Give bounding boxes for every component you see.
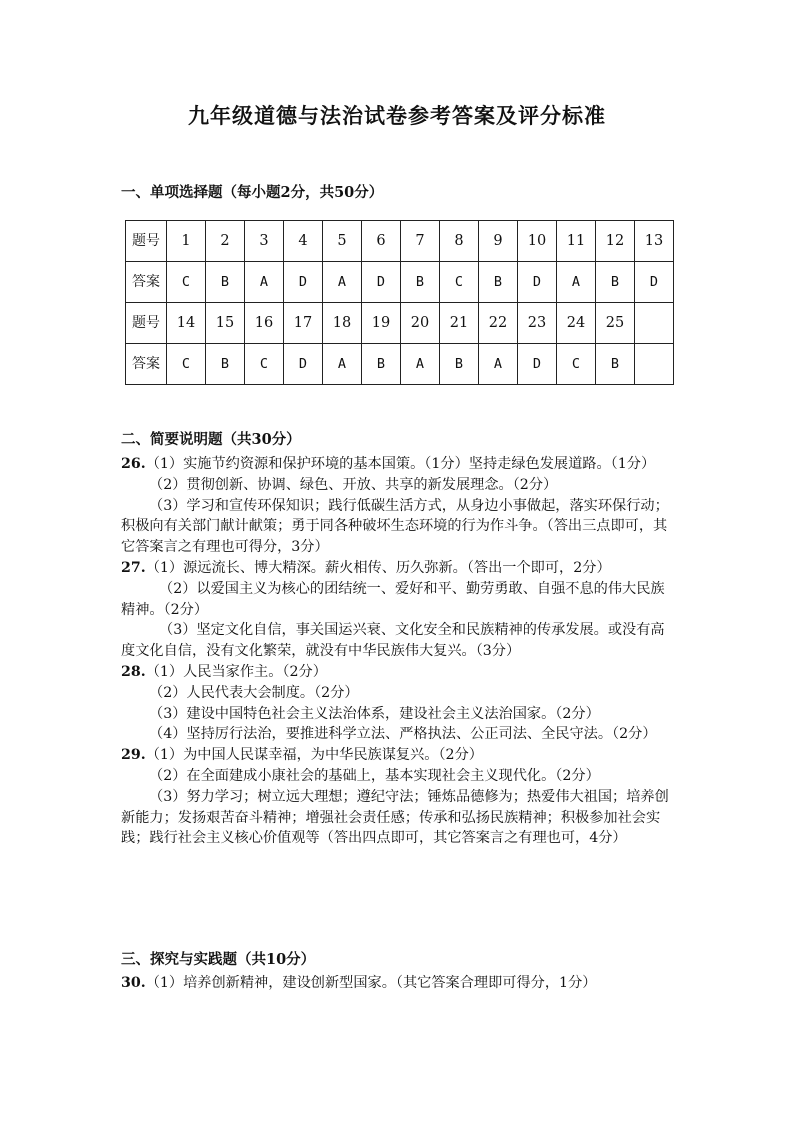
answer-cell: B: [362, 344, 401, 385]
question-26-answer-2: （2）贯彻创新、协调、绿色、开放、共享的新发展理念。（2分）: [149, 476, 558, 493]
question-30-answer-1: [121, 973, 677, 994]
answer-cell: D: [635, 262, 674, 303]
question-number: 18: [323, 303, 362, 344]
answer-cell: C: [557, 344, 596, 385]
question-number: 19: [362, 303, 401, 344]
question-number: 17: [284, 303, 323, 344]
question-28-answer-3: （3）建设中国特色社会主义法治体系，建设社会主义法治国家。（2分）: [149, 705, 600, 722]
table-row-questions-2: [126, 303, 674, 344]
answer-cell: B: [596, 344, 635, 385]
question-number: 13: [635, 221, 674, 262]
question-number: 27.: [121, 559, 146, 576]
question-number: 26.: [121, 456, 146, 472]
answer-cell: B: [401, 262, 440, 303]
answer-cell: A: [401, 344, 440, 385]
answer-text: （1）培养创新精神，建设创新型国家。（其它答案合理即可得分，1分）: [145, 975, 597, 991]
question-number: 30.: [121, 975, 146, 991]
row-label-answer: 答案: [126, 344, 167, 385]
answer-text: （1）源远流长、博大精深。薪火相传、历久弥新。（答出一个即可，2分）: [145, 559, 611, 576]
answer-text: （1）实施节约资源和保护环境的基本国策。（1分）坚持走绿色发展道路。（1分）: [145, 456, 656, 472]
page-title: 九年级道德与法治试卷参考答案及评分标准: [188, 103, 606, 128]
question-28-answer-4: （4）坚持厉行法治，要推进科学立法、严格执法、公正司法、全民守法。（2分）: [149, 726, 657, 743]
answer-cell: D: [362, 262, 401, 303]
answer-cell: A: [323, 344, 362, 385]
answer-cell: C: [245, 344, 284, 385]
question-number: 25: [596, 303, 635, 344]
question-27-answer-1: [121, 558, 677, 579]
answer-cell: B: [596, 262, 635, 303]
answer-text: （1）人民当家作主。（2分）: [145, 663, 327, 680]
question-number: 24: [557, 303, 596, 344]
question-number: 7: [401, 221, 440, 262]
question-number: 20: [401, 303, 440, 344]
table-row-answers-1: [126, 262, 674, 303]
question-number: 11: [557, 221, 596, 262]
question-29-answer-1: [121, 745, 677, 766]
answer-cell: A: [323, 262, 362, 303]
question-number: 2: [206, 221, 245, 262]
question-28-answer-1: [121, 662, 677, 683]
section-1-heading: 一、单项选择题（每小题2分，共50分）: [121, 184, 384, 201]
question-29-answer-3: （3）努力学习；树立远大理想；遵纪守法；锤炼品德修为；热爱伟大祖国；培养创新能力；发扬艰苦奋斗精神；增强社会责任感；传承和弘扬民族精神；积极参加社会实践；践行社会主义核心价值观等（答出四点即可，其它答案言之有理也可，4分）: [121, 788, 669, 847]
question-26-answer-1: [121, 454, 677, 475]
question-27-answer-3: （3）坚定文化自信，事关国运兴衰、文化安全和民族精神的传承发展。或没有高度文化自信，没有文化繁荣，就没有中华民族伟大复兴。（3分）: [121, 622, 665, 660]
question-number: 3: [245, 221, 284, 262]
section-2-heading: 二、简要说明题（共30分）: [121, 431, 301, 448]
table-row-answers-2: [126, 344, 674, 385]
answer-cell: B: [440, 344, 479, 385]
answer-cell: A: [557, 262, 596, 303]
question-number: 12: [596, 221, 635, 262]
question-number: 10: [518, 221, 557, 262]
section-2-body: [121, 454, 677, 849]
answer-cell: D: [518, 344, 557, 385]
answer-cell: A: [245, 262, 284, 303]
question-28-answer-2: （2）人民代表大会制度。（2分）: [149, 684, 359, 701]
question-number: 5: [323, 221, 362, 262]
question-number: 21: [440, 303, 479, 344]
answer-cell: B: [479, 262, 518, 303]
question-27-answer-2: （2）以爱国主义为核心的团结统一、爱好和平、勤劳勇敢、自强不息的伟大民族精神。（2分）: [121, 580, 665, 618]
answer-cell: C: [440, 262, 479, 303]
answer-cell: [635, 344, 674, 385]
question-number: 29.: [121, 747, 146, 764]
row-label-question: 题号: [126, 303, 167, 344]
section-3-body: [121, 973, 677, 994]
question-number: 4: [284, 221, 323, 262]
table-row-questions-1: [126, 221, 674, 262]
answer-cell: C: [167, 262, 206, 303]
question-number: 28.: [121, 663, 146, 680]
answer-cell: A: [479, 344, 518, 385]
answer-cell: B: [206, 262, 245, 303]
answer-text: （1）为中国人民谋幸福，为中华民族谋复兴。（2分）: [145, 747, 483, 764]
answer-cell: D: [284, 344, 323, 385]
section-3-heading: 三、探究与实践题（共10分）: [121, 951, 316, 968]
answer-cell: D: [518, 262, 557, 303]
question-number: 1: [167, 221, 206, 262]
answer-cell: B: [206, 344, 245, 385]
question-number: 16: [245, 303, 284, 344]
question-26-answer-3: （3）学习和宣传环保知识；践行低碳生活方式，从身边小事做起，落实环保行动；积极向有关部门献计献策；勇于同各种破坏生态环境的行为作斗争。（答出三点即可，其它答案言之有理也可得分，3分）: [121, 497, 669, 556]
answer-table: [125, 220, 674, 385]
question-number: 6: [362, 221, 401, 262]
question-number: 22: [479, 303, 518, 344]
question-number: 23: [518, 303, 557, 344]
row-label-answer: 答案: [126, 262, 167, 303]
row-label-question: 题号: [126, 221, 167, 262]
question-number: 14: [167, 303, 206, 344]
question-number: 8: [440, 221, 479, 262]
question-29-answer-2: （2）在全面建成小康社会的基础上，基本实现社会主义现代化。（2分）: [149, 767, 600, 784]
question-number: 9: [479, 221, 518, 262]
answer-cell: D: [284, 262, 323, 303]
question-number: 15: [206, 303, 245, 344]
question-number: [635, 303, 674, 344]
answer-cell: C: [167, 344, 206, 385]
